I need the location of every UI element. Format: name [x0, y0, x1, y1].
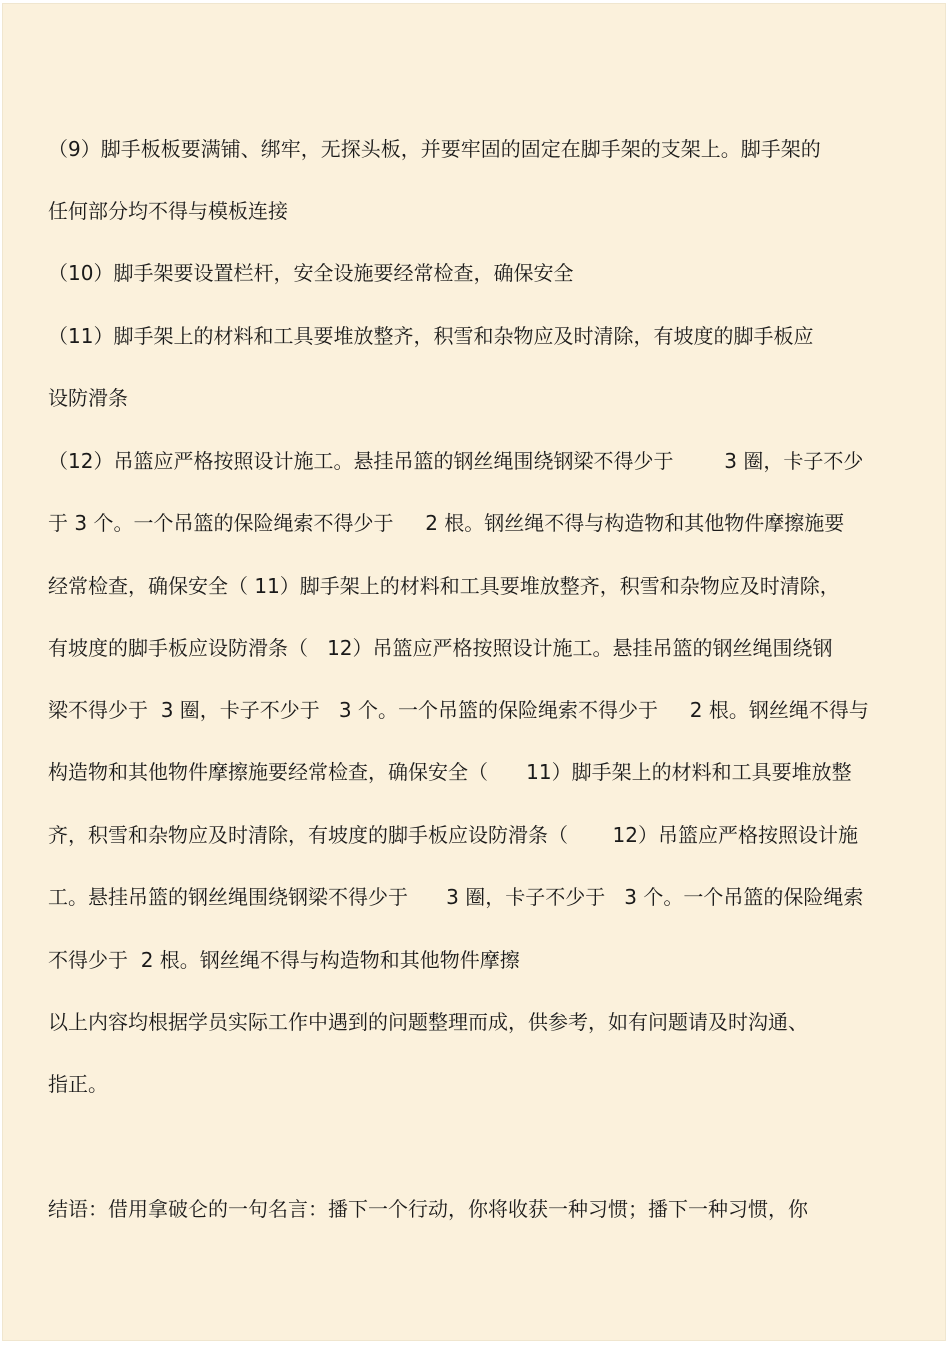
- text-line: 构造物和其他物件摩擦施要经常检查，确保安全（ 11）脚手架上的材料和工具要堆放整: [48, 760, 852, 784]
- text-line: （11）脚手架上的材料和工具要堆放整齐，积雪和杂物应及时清除，有坡度的脚手板应: [48, 324, 814, 348]
- text-line: （10）脚手架要设置栏杆，安全设施要经常检查，确保安全: [48, 261, 574, 285]
- text-line: 有坡度的脚手板应设防滑条（ 12）吊篮应严格按照设计施工。悬挂吊篮的钢丝绳围绕钢: [48, 636, 833, 660]
- document-page: [2, 3, 946, 1341]
- text-line: （12）吊篮应严格按照设计施工。悬挂吊篮的钢丝绳围绕钢梁不得少于 3 圈，卡子不少: [48, 449, 864, 473]
- text-line: 经常检查，确保安全（ 11）脚手架上的材料和工具要堆放整齐，积雪和杂物应及时清除，: [48, 574, 840, 598]
- text-line: 工。悬挂吊篮的钢丝绳围绕钢梁不得少于 3 圈，卡子不少于 3 个。一个吊篮的保险绳索: [48, 885, 864, 909]
- text-line: 不得少于 2 根。钢丝绳不得与构造物和其他物件摩擦: [48, 948, 520, 972]
- text-line: 以上内容均根据学员实际工作中遇到的问题整理而成，供参考，如有问题请及时沟通、: [48, 1010, 808, 1034]
- text-line: （9）脚手板板要满铺、绑牢，无探头板，并要牢固的固定在脚手架的支架上。脚手架的: [48, 137, 821, 161]
- text-line: 指正。: [48, 1072, 108, 1096]
- text-line: 结语：借用拿破仑的一句名言：播下一个行动，你将收获一种习惯；播下一种习惯，你: [48, 1197, 808, 1221]
- text-line: 设防滑条: [48, 386, 128, 410]
- text-line: 齐，积雪和杂物应及时清除，有坡度的脚手板应设防滑条（ 12）吊篮应严格按照设计施: [48, 823, 858, 847]
- text-line: 于 3 个。一个吊篮的保险绳索不得少于 2 根。钢丝绳不得与构造物和其他物件摩擦施要: [48, 511, 845, 535]
- text-line: 梁不得少于 3 圈，卡子不少于 3 个。一个吊篮的保险绳索不得少于 2 根。钢丝绳不得与: [48, 698, 869, 722]
- text-line: 任何部分均不得与模板连接: [48, 199, 288, 223]
